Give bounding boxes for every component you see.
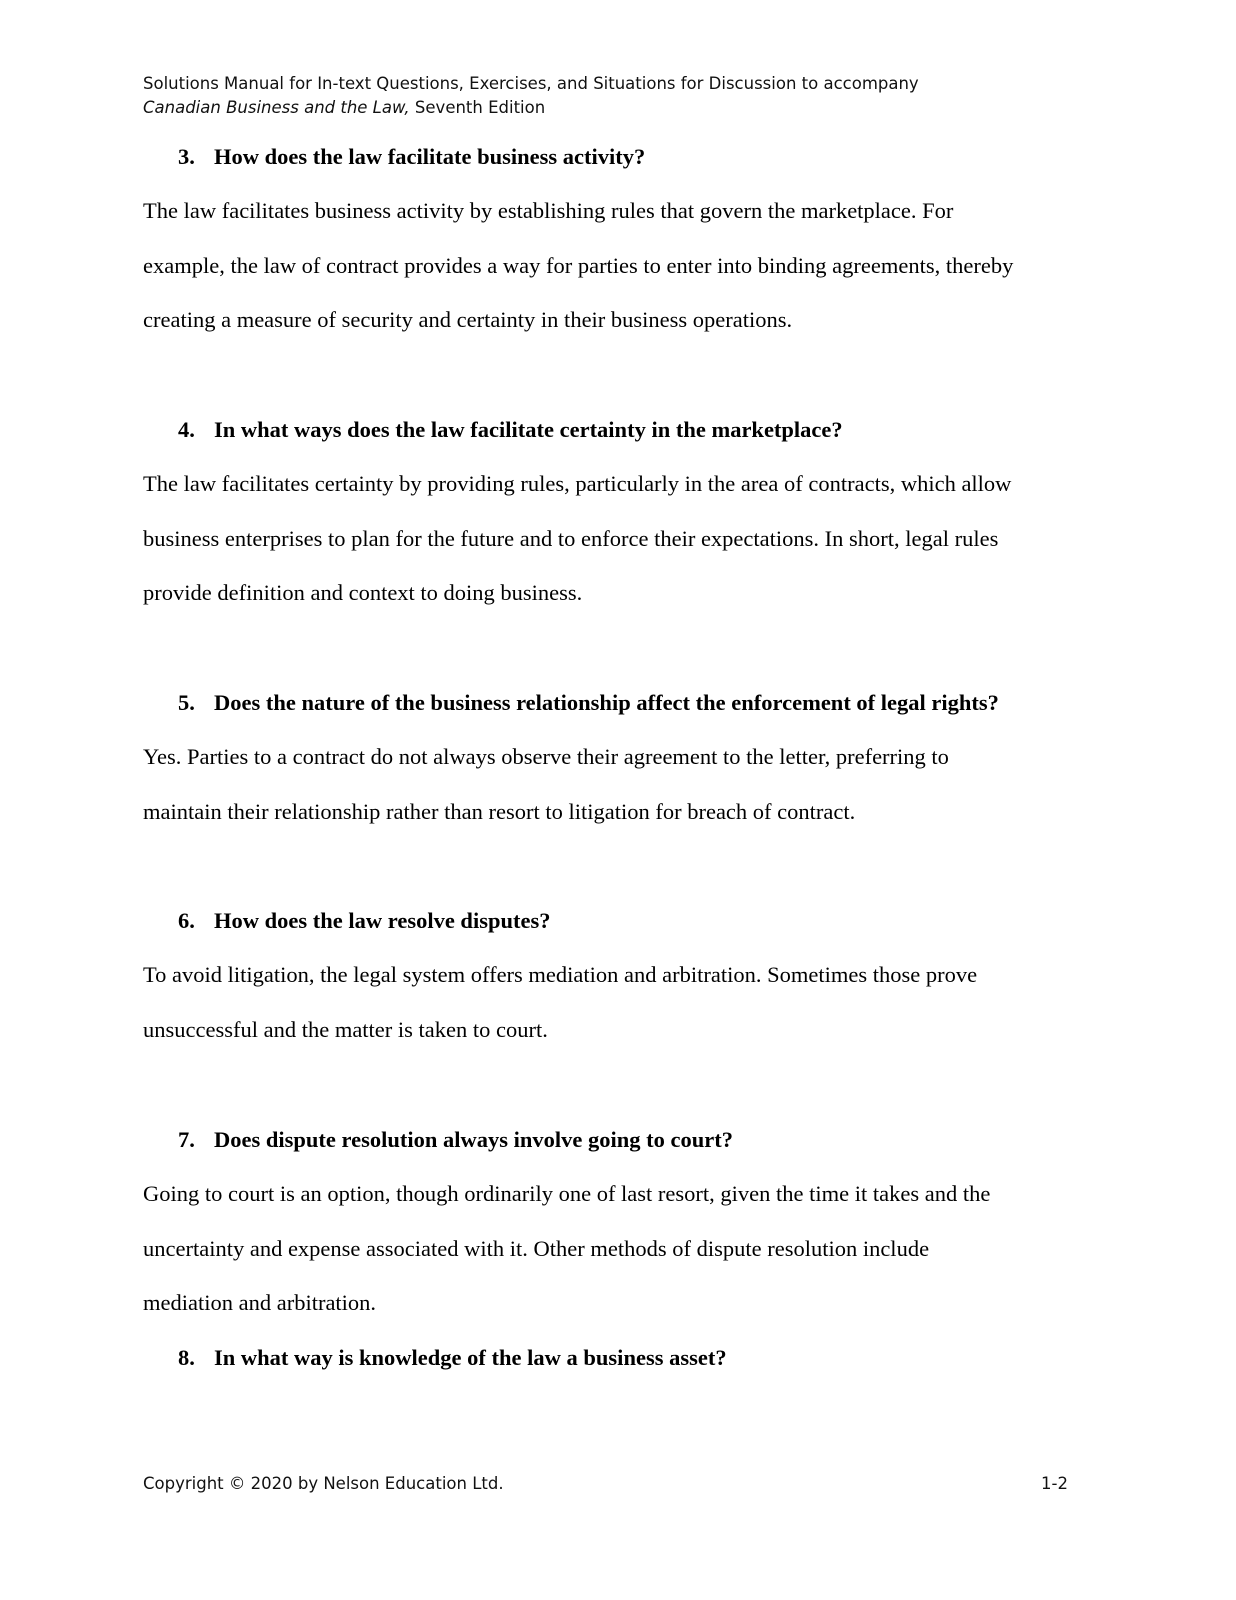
answer-line: mediation and arbitration. bbox=[143, 1290, 377, 1315]
answer-line: Going to court is an option, though ordinarily one of last resort, given the time it takes and the bbox=[143, 1181, 991, 1206]
answer-line: Yes. Parties to a contract do not always observe their agreement to the letter, preferring to bbox=[143, 744, 949, 769]
question-heading bbox=[178, 415, 843, 445]
answer-paragraph bbox=[143, 196, 1083, 360]
question-heading bbox=[178, 688, 999, 718]
header-edition: Seventh Edition bbox=[409, 98, 546, 117]
question-text: How does the law resolve disputes? bbox=[214, 908, 551, 933]
answer-line: provide definition and context to doing business. bbox=[143, 580, 583, 605]
question-number: 4. bbox=[178, 417, 195, 442]
question-number: 5. bbox=[178, 690, 195, 715]
question-number: 8. bbox=[178, 1345, 195, 1370]
answer-line: maintain their relationship rather than resort to litigation for breach of contract. bbox=[143, 798, 856, 824]
answer-line: example, the law of contract provides a way for parties to enter into binding agreements, thereby bbox=[143, 252, 1014, 278]
footer-page-number: 1-2 bbox=[1041, 1474, 1068, 1493]
answer-line: business enterprises to plan for the future and to enforce their expectations. In short, legal rules bbox=[143, 525, 999, 551]
header-book-title: Canadian Business and the Law, bbox=[143, 98, 410, 117]
answer-line: To avoid litigation, the legal system offers mediation and arbitration. Sometimes those prove bbox=[143, 962, 978, 987]
question-text: Does the nature of the business relationship affect the enforcement of legal rights? bbox=[214, 690, 999, 715]
question-text: Does dispute resolution always involve going to court? bbox=[214, 1127, 733, 1152]
header-title-line: Solutions Manual for In-text Questions, Exercises, and Situations for Discussion to accompany bbox=[143, 74, 919, 93]
answer-paragraph bbox=[143, 469, 1083, 633]
question-text: In what way is knowledge of the law a business asset? bbox=[214, 1345, 727, 1370]
answer-line: creating a measure of security and certainty in their business operations. bbox=[143, 307, 793, 332]
answer-paragraph bbox=[143, 742, 1083, 851]
question-text: How does the law facilitate business activity? bbox=[214, 144, 646, 169]
answer-line: uncertainty and expense associated with it. Other methods of dispute resolution include bbox=[143, 1235, 930, 1261]
answer-line: unsuccessful and the matter is taken to court. bbox=[143, 1016, 548, 1042]
question-heading bbox=[178, 142, 645, 172]
page-header bbox=[143, 72, 919, 120]
question-heading bbox=[178, 906, 550, 936]
question-heading bbox=[178, 1125, 733, 1155]
question-number: 6. bbox=[178, 908, 195, 933]
answer-line: The law facilitates certainty by providing rules, particularly in the area of contracts, which allow bbox=[143, 471, 1012, 496]
footer-copyright: Copyright © 2020 by Nelson Education Ltd. bbox=[143, 1474, 504, 1493]
header-edition-line bbox=[143, 96, 919, 120]
question-number: 3. bbox=[178, 144, 195, 169]
answer-paragraph bbox=[143, 1179, 1083, 1343]
question-text: In what ways does the law facilitate certainty in the marketplace? bbox=[214, 417, 843, 442]
answer-line: The law facilitates business activity by establishing rules that govern the marketplace. For bbox=[143, 198, 954, 223]
answer-paragraph bbox=[143, 960, 1083, 1069]
question-number: 7. bbox=[178, 1127, 195, 1152]
question-heading bbox=[178, 1343, 727, 1373]
